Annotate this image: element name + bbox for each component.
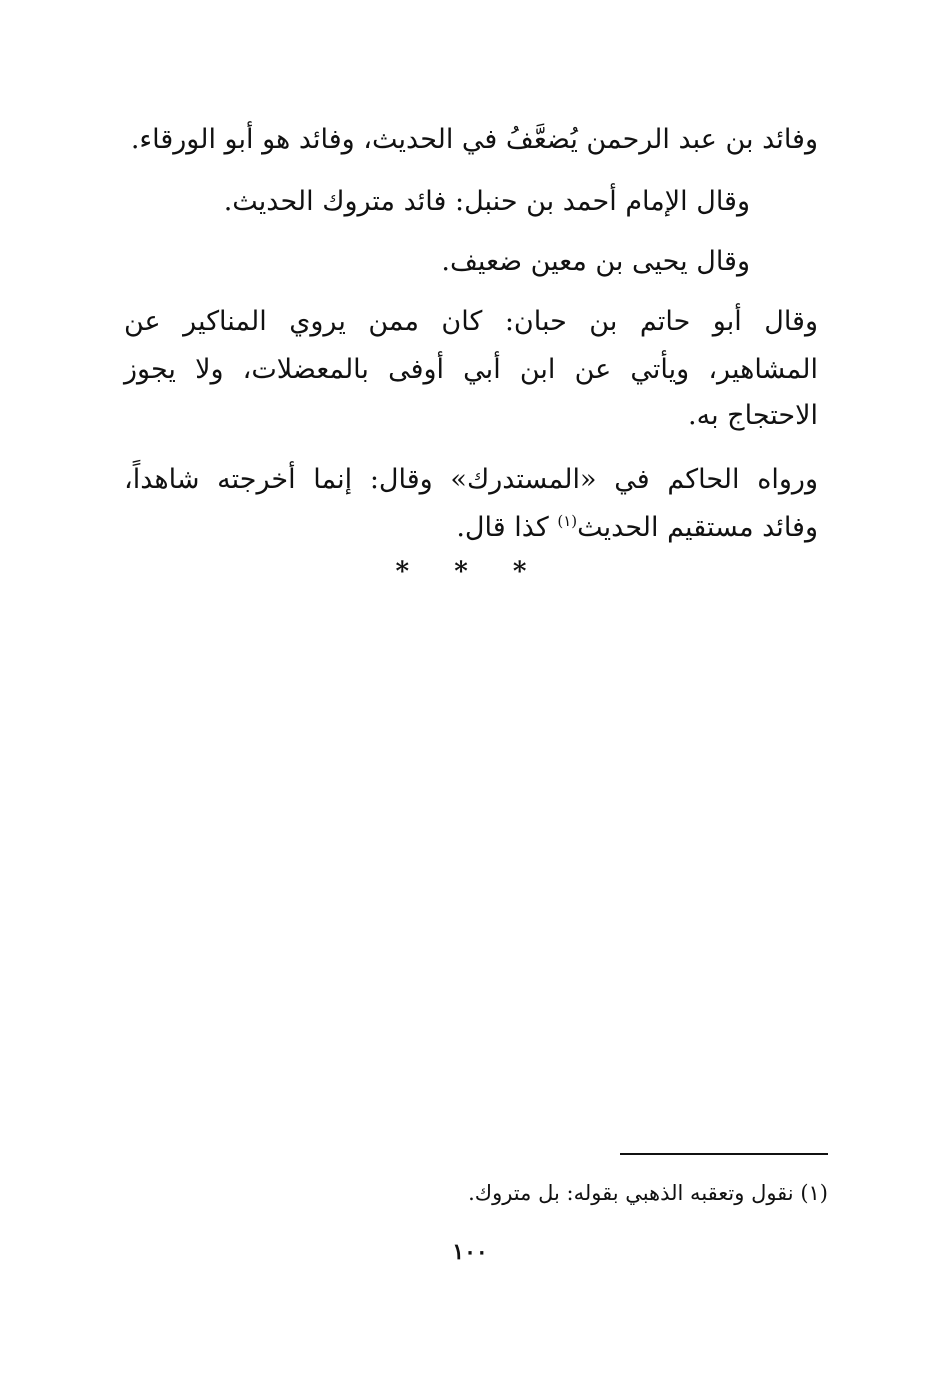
paragraph-line-8 — [456, 506, 818, 550]
footnote-reference-mark: (١) — [557, 512, 578, 530]
paragraph-line-3: وقال يحيى بن معين ضعيف. — [441, 246, 750, 277]
paragraph-line-1: وفائد بن عبد الرحمن يُضعَّفُ في الحديث، وفائد هو أبو الورقاء. — [130, 124, 818, 155]
page-number: ١٠٠ — [452, 1239, 488, 1265]
paragraph-line-5: المشاهير، ويأتي عن ابن أبي أوفى بالمعضلات، ولا يجوز — [124, 354, 818, 385]
footnote-text: (١) نقول وتعقبه الذهبي بقوله: بل متروك. — [468, 1181, 828, 1205]
line-8-text-end: كذا قال. — [456, 512, 558, 543]
paragraph-line-2: وقال الإمام أحمد بن حنبل: فائد متروك الحديث. — [223, 186, 750, 217]
paragraph-line-7: ورواه الحاكم في «المستدرك» وقال: إنما أخرجته شاهداً، — [124, 464, 818, 495]
footnote-divider — [620, 1153, 828, 1155]
section-separator: * * * — [395, 557, 545, 587]
paragraph-line-6: الاحتجاج به. — [688, 400, 818, 431]
line-8-text-start: وفائد مستقيم الحديث — [577, 512, 818, 543]
paragraph-line-4: وقال أبو حاتم بن حبان: كان ممن يروي المناكير عن — [124, 306, 818, 337]
